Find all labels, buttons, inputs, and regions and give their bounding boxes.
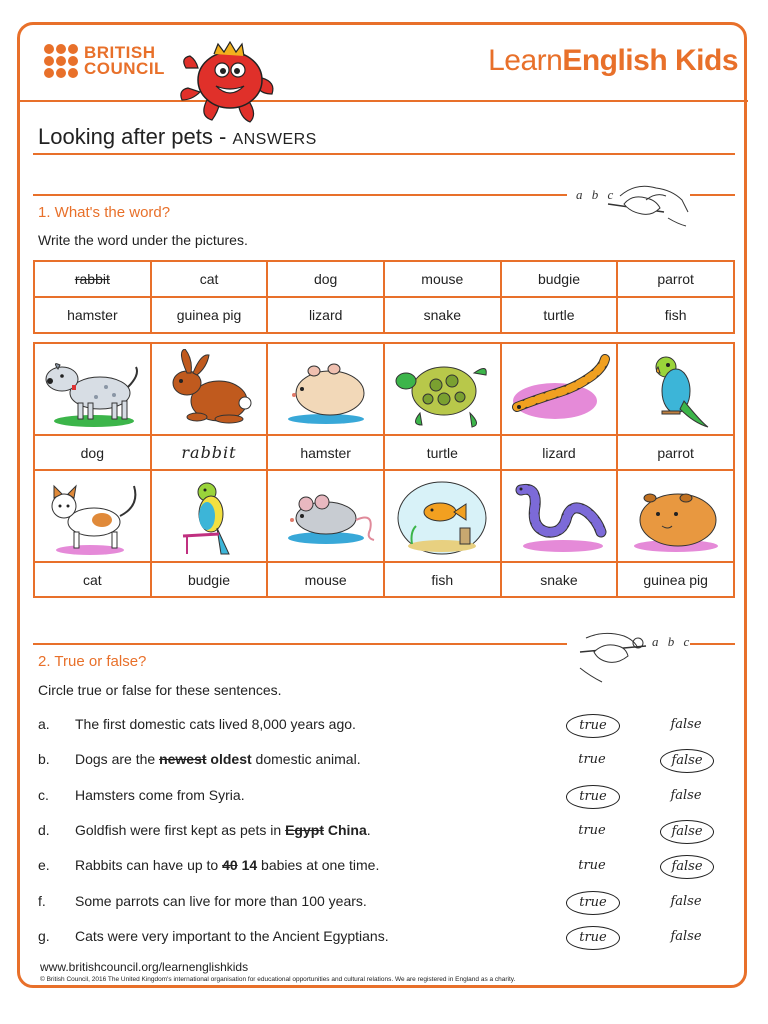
brand-line2: COUNCIL	[84, 59, 165, 78]
picture-cell	[501, 343, 618, 435]
section1-heading: 1. What's the word?	[38, 204, 171, 221]
question-text: Some parrots can live for more than 100 years.	[75, 893, 367, 909]
true-option-circled: true	[566, 785, 620, 809]
word-bank-cell: lizard	[267, 297, 384, 333]
word-bank-cell: cat	[151, 261, 268, 297]
monster-mascot-icon	[178, 38, 278, 128]
british-council-dots-icon	[44, 44, 78, 78]
question-text	[75, 822, 371, 838]
picture-cell	[267, 343, 384, 435]
word-bank-cell: turtle	[501, 297, 618, 333]
correction-word: oldest	[210, 751, 252, 767]
picture-label: turtle	[384, 435, 501, 470]
picture-cell	[34, 343, 151, 435]
question-row	[38, 891, 738, 915]
question-letter: f.	[38, 893, 46, 909]
writing-hand-icon	[606, 178, 690, 228]
section2-divider	[33, 643, 567, 645]
question-text-after: domestic animal.	[251, 751, 361, 767]
word-bank-word-crossed: rabbit	[74, 271, 110, 287]
picture-label: snake	[501, 562, 618, 597]
picture-row	[34, 343, 734, 435]
title-answers: ANSWERS	[232, 131, 317, 148]
question-text-after: babies at one time.	[257, 857, 380, 873]
picture-cell	[267, 470, 384, 562]
true-option: true	[578, 752, 606, 767]
word-bank-cell: budgie	[501, 261, 618, 297]
word-bank-cell: snake	[384, 297, 501, 333]
question-letter: a.	[38, 716, 50, 732]
picture-cell	[617, 343, 734, 435]
brand-line1: BRITISH	[84, 43, 156, 62]
question-row	[38, 820, 738, 844]
picture-cell	[384, 343, 501, 435]
question-row	[38, 749, 738, 773]
word-bank-cell	[34, 261, 151, 297]
product-bold: English Kids	[562, 44, 738, 77]
word-bank-cell: fish	[617, 297, 734, 333]
hamster-picture-icon	[274, 349, 378, 429]
section1-divider	[33, 194, 567, 196]
question-text: Cats were very important to the Ancient Egyptians.	[75, 928, 389, 944]
rabbit-picture-icon	[157, 349, 261, 429]
question-row	[38, 855, 738, 879]
question-letter: e.	[38, 857, 50, 873]
picture-cell	[151, 470, 268, 562]
picture-cell	[384, 470, 501, 562]
picture-label: lizard	[501, 435, 618, 470]
picture-label: guinea pig	[617, 562, 734, 597]
false-option: false	[670, 894, 702, 909]
word-bank-cell: parrot	[617, 261, 734, 297]
true-option-circled: true	[566, 714, 620, 738]
picture-cell	[617, 470, 734, 562]
snake-picture-icon	[507, 476, 611, 556]
false-option: false	[670, 788, 702, 803]
false-option-circled: false	[660, 820, 714, 844]
section2-instruction: Circle true or false for these sentences.	[38, 682, 282, 698]
question-letter: g.	[38, 928, 50, 944]
question-text-before: Dogs are the	[75, 751, 160, 767]
picture-table	[33, 342, 735, 598]
picture-label: fish	[384, 562, 501, 597]
false-option-circled: false	[660, 855, 714, 879]
struck-word: newest	[159, 751, 207, 767]
word-bank-row	[34, 261, 734, 297]
footer-copyright: © British Council, 2016 The United Kingdom's international organisation for educational opportunities and cultural relations. We are registered in England as a charity.	[40, 976, 516, 983]
footer-url[interactable]: www.britishcouncil.org/learnenglishkids	[40, 960, 249, 974]
section2-heading: 2. True or false?	[38, 653, 147, 670]
question-row	[38, 926, 738, 950]
cat-picture-icon	[40, 476, 144, 556]
dog-picture-icon	[40, 349, 144, 429]
budgie-picture-icon	[157, 476, 261, 556]
picture-label: hamster	[267, 435, 384, 470]
question-row	[38, 785, 738, 809]
word-bank-table	[33, 260, 735, 334]
section1-instruction: Write the word under the pictures.	[38, 232, 248, 248]
section1-abc: a b c	[576, 187, 617, 202]
picture-label: cat	[34, 562, 151, 597]
false-option-circled: false	[660, 749, 714, 773]
title-main: Looking after pets -	[38, 124, 233, 149]
writing-hand-icon	[576, 628, 650, 684]
parrot-picture-icon	[624, 349, 728, 429]
picture-cell	[151, 343, 268, 435]
label-row	[34, 435, 734, 470]
question-text	[75, 751, 361, 767]
word-bank-row	[34, 297, 734, 333]
page-title	[38, 124, 317, 150]
true-option-circled: true	[566, 891, 620, 915]
header-divider	[17, 100, 748, 102]
picture-label: dog	[34, 435, 151, 470]
title-underline	[33, 153, 735, 155]
turtle-picture-icon	[390, 349, 494, 429]
picture-label: mouse	[267, 562, 384, 597]
picture-row	[34, 470, 734, 562]
british-council-logo	[44, 44, 165, 78]
word-bank-cell: guinea pig	[151, 297, 268, 333]
lizard-picture-icon	[507, 349, 611, 429]
word-bank-cell: hamster	[34, 297, 151, 333]
picture-cell	[501, 470, 618, 562]
question-text	[75, 857, 379, 873]
question-text: Hamsters come from Syria.	[75, 787, 245, 803]
question-text-after: .	[366, 822, 371, 838]
question-letter: c.	[38, 787, 49, 803]
question-row	[38, 714, 738, 738]
correction-word: China	[327, 822, 367, 838]
false-option: false	[670, 717, 702, 732]
true-option-circled: true	[566, 926, 620, 950]
guinea-pig-picture-icon	[624, 476, 728, 556]
question-text-before: Rabbits can have up to	[75, 857, 223, 873]
section2-divider-right	[690, 643, 735, 645]
section1-divider-right	[690, 194, 735, 196]
mouse-picture-icon	[274, 476, 378, 556]
product-light: Learn	[488, 44, 563, 77]
picture-cell	[34, 470, 151, 562]
struck-word: Egypt	[285, 822, 324, 838]
picture-label: parrot	[617, 435, 734, 470]
picture-label-handwritten: rabbit	[151, 435, 268, 470]
fish-picture-icon	[390, 476, 494, 556]
question-letter: b.	[38, 751, 50, 767]
true-option: true	[578, 823, 606, 838]
question-text-before: Goldfish were first kept as pets in	[75, 822, 286, 838]
question-letter: d.	[38, 822, 50, 838]
word-bank-cell: mouse	[384, 261, 501, 297]
question-text: The first domestic cats lived 8,000 years ago.	[75, 716, 356, 732]
word-bank-cell: dog	[267, 261, 384, 297]
correction-word: 14	[241, 857, 258, 873]
label-row	[34, 562, 734, 597]
picture-label: budgie	[151, 562, 268, 597]
false-option: false	[670, 929, 702, 944]
struck-word: 40	[222, 857, 238, 873]
true-option: true	[578, 858, 606, 873]
section2-abc: a b c	[652, 634, 693, 649]
learnenglish-kids-logo	[488, 44, 738, 78]
